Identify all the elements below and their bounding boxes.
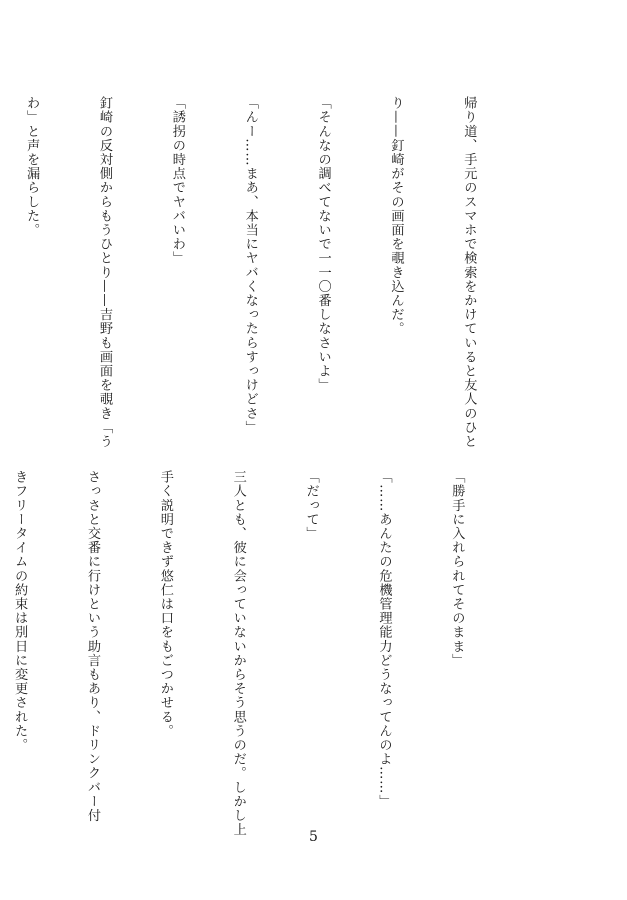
text-line: 手く説明できず悠仁は口をもごつかせる。 bbox=[157, 470, 173, 738]
text-line: 「だって」 bbox=[303, 470, 319, 541]
text-line: 「……あんたの危機管理能力どうなってんのよ……」 bbox=[376, 470, 392, 809]
text-line: さっさと交番に行けという助言もあり、ドリンクバー付 bbox=[84, 470, 100, 823]
page-number: 5 bbox=[309, 829, 318, 845]
lower-text-block bbox=[12, 470, 517, 837]
text-line: り——釘崎がその画面を覗き込んだ。 bbox=[388, 96, 404, 336]
text-line: 「そんなの調べてないで一一〇番しなさいよ」 bbox=[315, 96, 331, 393]
text-line: 「誘拐の時点でヤバいわ」 bbox=[169, 96, 185, 266]
text-line: わ」と声を漏らした。 bbox=[24, 96, 40, 237]
text-line: 釘崎の反対側からもうひとり——吉野も画面を覗き「う bbox=[96, 96, 112, 449]
text-line: きフリータイムの約束は別日に変更された。 bbox=[12, 470, 28, 752]
upper-text-block bbox=[24, 96, 529, 466]
text-line: 三人とも、彼に会っていないからそう思うのだ。しかし上 bbox=[230, 470, 246, 837]
text-line: 「勝手に入れられてそのまま」 bbox=[449, 470, 465, 668]
text-line: 帰り道、手元のスマホで検索をかけていると友人のひと bbox=[461, 96, 477, 449]
text-line: 「んー……まあ、本当にヤバくなったらすっけどさ」 bbox=[242, 96, 258, 435]
